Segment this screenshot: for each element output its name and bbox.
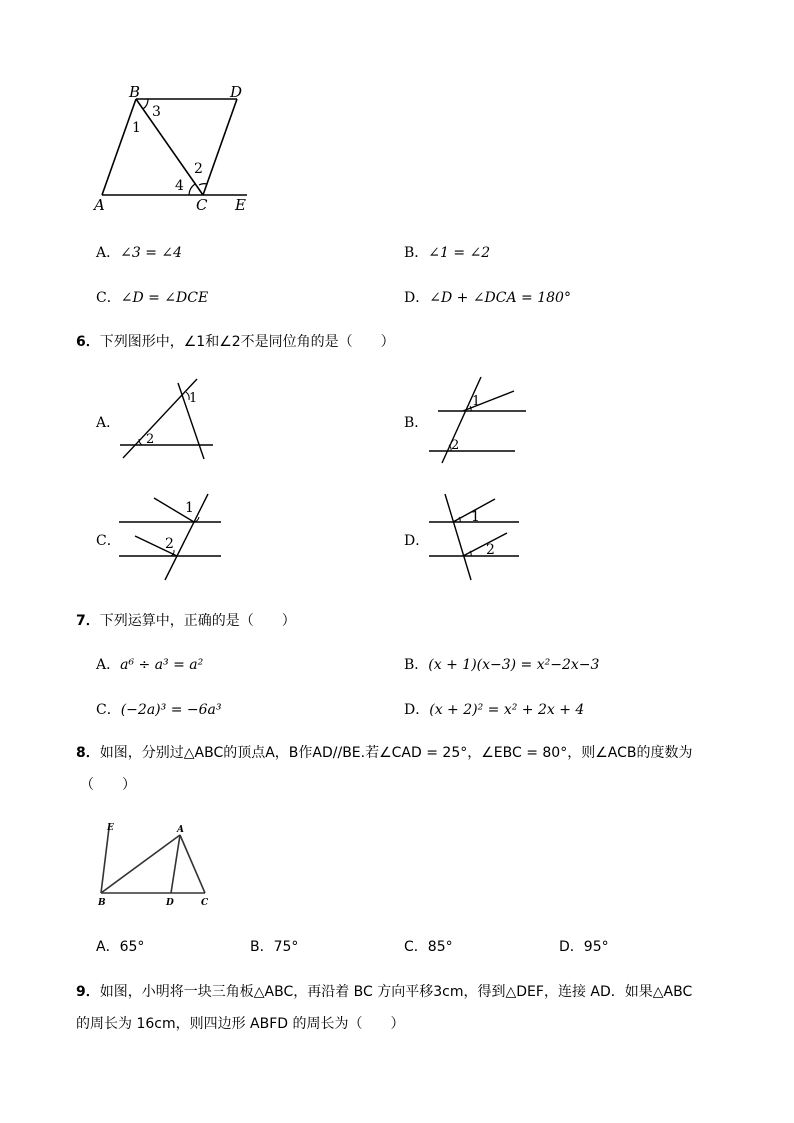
- q6b-angle-1: 1: [472, 394, 481, 409]
- angle-label-2: 2: [194, 161, 203, 177]
- q8-option-d[interactable]: D．95°: [559, 939, 609, 955]
- q6-option-c-label[interactable]: C．: [96, 533, 121, 549]
- q6-option-a-label[interactable]: A．: [96, 415, 121, 431]
- q6-figure-c[interactable]: [115, 490, 225, 582]
- q8-option-c[interactable]: C．85°: [404, 939, 453, 955]
- q6-option-d-label[interactable]: D．: [404, 533, 430, 549]
- q8-option-b[interactable]: B．75°: [250, 939, 299, 955]
- angle-label-1: 1: [132, 120, 141, 136]
- q6-figure-d[interactable]: [425, 490, 525, 582]
- label-C: C: [196, 196, 208, 214]
- q9-stem-line2: 的周长为 16cm，则四边形 ABFD 的周长为（ ）: [76, 1016, 405, 1032]
- q8-stem-line2: （ ）: [80, 777, 136, 793]
- q7-option-a[interactable]: A．a⁶ ÷ a³ = a²: [96, 657, 204, 673]
- q6d-angle-1: 1: [471, 509, 480, 525]
- q6b-angle-2: 2: [451, 438, 460, 453]
- q5-option-d[interactable]: D．∠D + ∠DCA = 180°: [404, 290, 571, 306]
- q7-option-b[interactable]: B．(x + 1)(x−3) = x²−2x−3: [404, 657, 600, 673]
- q9-stem-line1: 9．如图，小明将一块三角板△ABC，再沿着 BC 方向平移3cm，得到△DEF，连接 AD．如果△ABC: [76, 984, 693, 1000]
- angle-label-3: 3: [152, 104, 161, 120]
- q8-label-C: C: [201, 898, 209, 908]
- q6a-angle-1: 1: [189, 391, 198, 406]
- q7-stem: 7．下列运算中，正确的是（ ）: [76, 613, 296, 629]
- label-D: D: [230, 83, 243, 101]
- label-A: A: [94, 196, 105, 214]
- q8-option-a[interactable]: A．65°: [96, 939, 145, 955]
- q6a-angle-2: 2: [146, 432, 155, 447]
- label-B: B: [129, 83, 141, 101]
- q8-stem-line1: 8．如图，分别过△ABC的顶点A，B作AD//BE.若∠CAD = 25°，∠EBC = 80°，则∠ACB的度数为: [76, 745, 693, 761]
- q6-option-b-label[interactable]: B．: [404, 415, 429, 431]
- q7-option-d[interactable]: D．(x + 2)² = x² + 2x + 4: [404, 702, 585, 718]
- q6c-angle-2: 2: [165, 536, 174, 552]
- q5-parallelogram-figure: [85, 78, 260, 218]
- q8-label-B: B: [98, 898, 106, 908]
- q6c-angle-1: 1: [185, 500, 194, 516]
- q8-label-A: A: [177, 825, 184, 835]
- q6-figure-b[interactable]: [425, 375, 530, 465]
- q5-option-b[interactable]: B．∠1 = ∠2: [404, 245, 491, 261]
- angle-label-4: 4: [175, 178, 184, 194]
- q5-option-a[interactable]: A．∠3 = ∠4: [96, 245, 183, 261]
- q8-triangle-figure: [95, 818, 220, 913]
- q6-stem: 6．下列图形中，∠1和∠2不是同位角的是（ ）: [76, 334, 395, 350]
- q8-label-D: D: [166, 898, 174, 908]
- q5-option-c[interactable]: C．∠D = ∠DCE: [96, 290, 209, 306]
- q7-option-c[interactable]: C．(−2a)³ = −6a³: [96, 702, 222, 718]
- q6-figure-a[interactable]: [115, 375, 220, 465]
- q6d-angle-2: 2: [486, 542, 495, 558]
- q8-label-E: E: [107, 823, 114, 833]
- label-E: E: [235, 196, 246, 214]
